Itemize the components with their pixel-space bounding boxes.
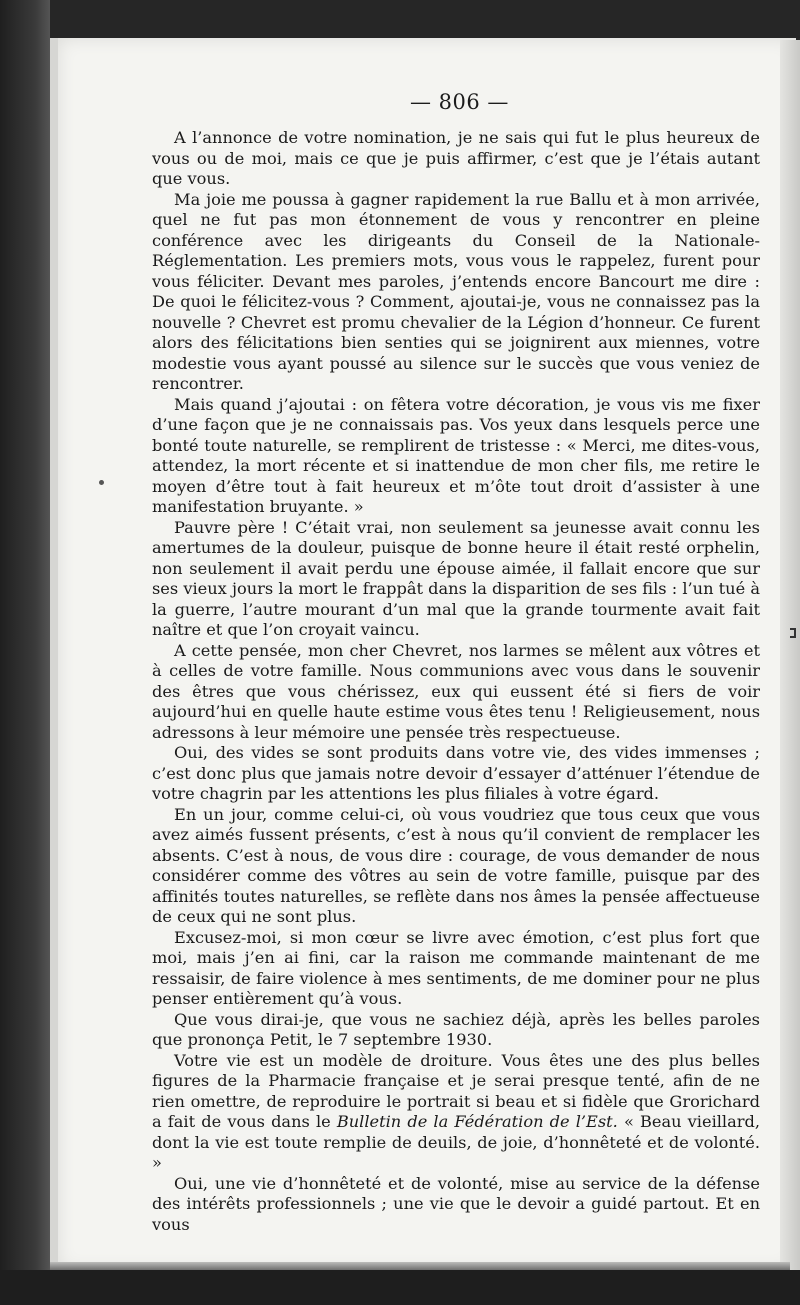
page-number: — 806 — [410,90,509,114]
page-right-edge [780,40,800,1270]
paragraph: A l’annonce de votre nomination, je ne sais qui fut le plus heureux de vous ou de moi, mais ce que je puis affirmer, c’est que je l’étais autant que vous. [152,128,760,188]
paragraph: Excusez-moi, si mon cœur se livre avec émotion, c’est plus fort que moi, mais j’en ai fini, car la raison me commande maintenant de me ressaisir, de faire violence à mes sentiments, de me dominer pour ne plus penser entièrement qu’à vous. [152,927,760,1008]
paragraph: Mais quand j’ajoutai : on fêtera votre décoration, je vous vis me fixer d’une façon que je ne connaissais pas. Vos yeux dans lesquels perce une bonté toute naturelle, se remplirent de tristesse : « Merci, me dites-vous, attendez, la mort récente et si inattendue de mon cher fils, me retire le moyen d’être tout à fait heureux et m’ôte tout droit d’assister à une manifestation bruyante. » [152,394,760,516]
margin-dot-mark [99,480,104,485]
paragraph: Oui, des vides se sont produits dans votre vie, des vides immenses ; c’est donc plus que jamais notre devoir d’essayer d’atténuer l’étendue de votre chagrin par les attentions les plus filiales à votre égard. [152,743,760,803]
paragraph-text: Votre vie est un modèle de droiture. Vous êtes une des plus belles figures de la Pharmacie française et je serai presque tenté, afin de ne rien omettre, de reproduire le portrait si beau et si fidèle que Grorichard a fait de vous dans le [152,1050,760,1131]
page-bottom-edge [50,1262,790,1270]
paragraph: Ma joie me poussa à gagner rapidement la rue Ballu et à mon arrivée, quel ne fut pas mon étonnement de vous y rencontrer en pleine conférence avec les dirigeants du Conseil de la Nationale-Réglementation. Les premiers mots, vous vous le rappelez, furent pour vous féliciter. Devant mes paroles, j’entends encore Bancourt me dire : De quoi le félicitez-vous ? Comment, ajoutai-je, vous ne connaissez pas la nouvelle ? Chevret est promu chevalier de la Légion d’honneur. Ce furent alors des félicitations bien senties qui se joignirent aux miennes, votre modestie vous ayant poussé au silence sur le succès que vous veniez de rencontrer. [152,189,760,393]
paragraph: A cette pensée, mon cher Chevret, nos larmes se mêlent aux vôtres et à celles de votre famille. Nous communions avec vous dans le souvenir des êtres que vous chérissez, eux qui eussent été si fiers de voir aujourd’hui en quelle haute estime vous êtes tenu ! Religieusement, nous adressons à leur mémoire une pensée très respectueuse. [152,640,760,742]
paragraph-with-citation [152,1051,760,1174]
bulletin-title: Bulletin de la Fédération de l’Est. [336,1112,618,1131]
margin-bracket-mark [790,628,796,638]
body-text [152,128,760,1235]
paragraph: Pauvre père ! C’était vrai, non seulement sa jeunesse avait connu les amertumes de la douleur, puisque de bonne heure il était resté orphelin, non seulement il avait perdu une épouse aimée, il fallait encore que sur ses vieux jours la mort le frappât dans la disparition de ses fils : l’un tué à la guerre, l’autre mourant d’un mal que la grande tourmente avait fait naître et que l’on croyait vaincu. [152,517,760,639]
paragraph: Oui, une vie d’honnêteté et de volonté, mise au service de la défense des intérêts professionnels ; une vie que le devoir a guidé partout. Et en vous [152,1173,760,1234]
scan-bottom-border [0,1270,800,1305]
quote-text: « Beau vieillard, dont la vie est toute remplie de deuils, de joie, d’honnêteté et de volonté. » [152,1112,760,1172]
scan-binding-shadow [0,0,50,1305]
paragraph: Que vous dirai-je, que vous ne sachiez déjà, après les belles paroles que prononça Petit, le 7 septembre 1930. [152,1009,760,1049]
scan-top-border [0,0,800,38]
paragraph: En un jour, comme celui-ci, où vous voudriez que tous ceux que vous avez aimés fussent présents, c’est à nous qu’il convient de remplacer les absents. C’est à nous, de vous dire : courage, de vous demander de nous considérer comme des vôtres au sein de votre famille, puisque par des affinités toutes naturelles, se reflète dans nos âmes la pensée affectueuse de ceux qui ne sont plus. [152,804,760,926]
